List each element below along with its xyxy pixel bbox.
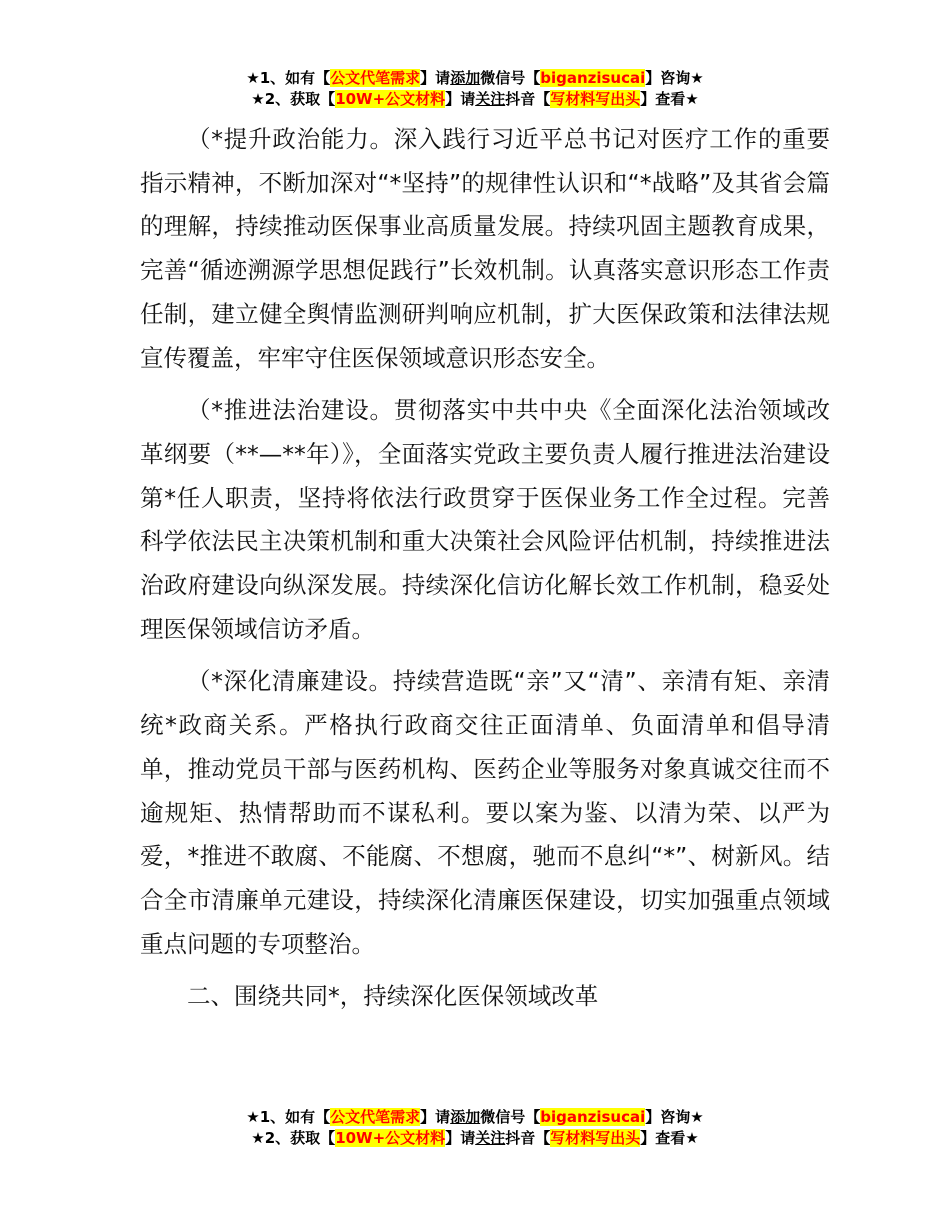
promo-text: 】咨询★ [645,69,704,87]
promo-header [0,68,950,110]
promo-highlight: biganzisucai [540,1108,646,1126]
document-body [140,118,830,1028]
promo-text: ★1、如有【 [246,1108,331,1126]
paragraph-clean-governance: （*深化清廉建设。持续营造既“亲”又“清”、亲清有矩、亲清统*政商关系。严格执行政商交往正面清单、负面清单和倡导清单，推动党员干部与医药机构、医药企业等服务对象真诚交往而不逾规矩、热情帮助而不谋私利。要以案为鉴、以清为荣、以严为爱，*推进不敢腐、不能腐、不想腐，驰而不息纠“*”、树新风。结合全市清廉单元建设，持续深化清廉医保建设，切实加强重点领域重点问题的专项整治。 [140,667,830,958]
promo-underlined: 添加 [450,69,481,87]
promo-text: 】请 [420,69,451,87]
promo-text: 】请 [445,90,476,108]
paragraph-rule-of-law: （*推进法治建设。贯彻落实中共中央《全面深化法治领域改革纲要（**—**年）》，全面落实党政主要负责人履行推进法治建设第*任人职责，坚持将依法行政贯穿于医保业务工作全过程。完善科学依法民主决策机制和重大决策社会风险评估机制，持续推进法治政府建设向纵深发展。持续深化信访化解长效工作机制，稳妥处理医保领域信访矛盾。 [140,396,830,643]
promo-highlight: 公文代笔需求 [330,1108,421,1126]
promo-text: 抖音【 [505,1129,551,1147]
paragraph-political-ability: （*提升政治能力。深入践行习近平总书记对医疗工作的重要指示精神，不断加深对“*坚持”的规律性认识和“*战略”及其省会篇的理解，持续推动医保事业高质量发展。持续巩固主题教育成果，完善“循迹溯源学思想促践行”长效机制。认真落实意识形态工作责任制，建立健全舆情监测研判响应机制，扩大医保政策和法律法规宣传覆盖，牢牢守住医保领域意识形态安全。 [140,125,830,372]
promo-text: 】请 [420,1108,451,1126]
promo-underlined: 关注 [475,1129,506,1147]
promo-footer [0,1107,950,1149]
promo-text: 】请 [445,1129,476,1147]
promo-highlight: biganzisucai [540,69,646,87]
promo-text: ★2、获取【 [251,90,336,108]
promo-highlight: 10W+公文材料 [335,1129,446,1147]
promo-text: 】咨询★ [645,1108,704,1126]
promo-highlight: 写材料写出头 [550,90,641,108]
promo-line-1 [0,1107,950,1128]
promo-text: ★2、获取【 [251,1129,336,1147]
promo-text: 微信号【 [480,1108,541,1126]
promo-highlight: 写材料写出头 [550,1129,641,1147]
promo-line-2 [0,1128,950,1149]
promo-underlined: 关注 [475,90,506,108]
promo-text: 】查看★ [640,90,699,108]
promo-text: ★1、如有【 [246,69,331,87]
promo-text: 抖音【 [505,90,551,108]
section-heading: 二、围绕共同*，持续深化医保领域改革 [187,982,599,1011]
promo-line-2 [0,89,950,110]
promo-text: 微信号【 [480,69,541,87]
promo-highlight: 10W+公文材料 [335,90,446,108]
promo-highlight: 公文代笔需求 [330,69,421,87]
promo-line-1 [0,68,950,89]
promo-text: 】查看★ [640,1129,699,1147]
promo-underlined: 添加 [450,1108,481,1126]
